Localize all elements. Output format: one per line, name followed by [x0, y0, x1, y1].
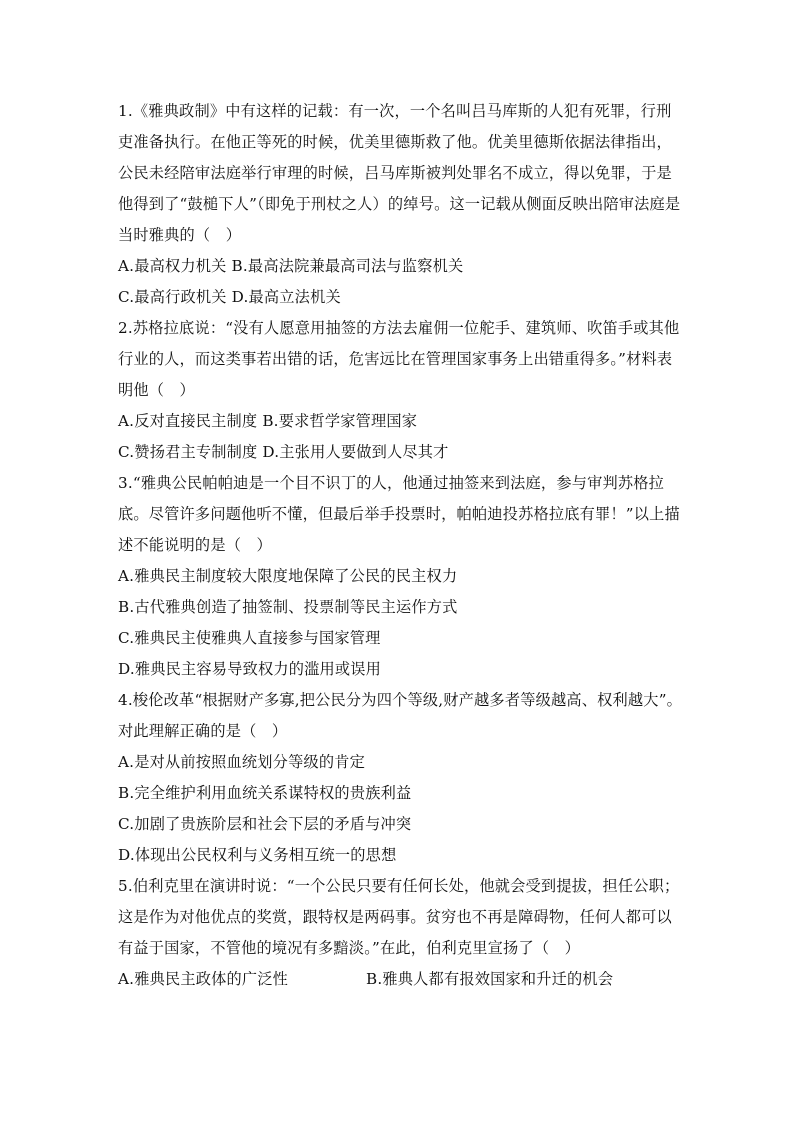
question-4-option-a: A.是对从前按照血统划分等级的肯定 [118, 753, 366, 771]
question-1-options-cd: C.最高行政机关 D.最高立法机关 [118, 288, 341, 306]
question-5-option-row [118, 964, 683, 995]
question-3-option-c: C.雅典民主使雅典人直接参与国家管理 [118, 629, 381, 647]
question-5-option-b: B.雅典人都有报效国家和升迁的机会 [366, 970, 614, 988]
question-3-stem: 3.“雅典公民帕帕迪是一个目不识丁的人，他通过抽签来到法庭，参与审判苏格拉底。尽管许多问题他听不懂，但最后举手投票时，帕帕迪投苏格拉底有罪！”以上描述不能说明的是（ ） [118, 474, 680, 554]
question-2-options-cd: C.赞扬君主专制制度 D.主张用人要做到人尽其才 [118, 443, 449, 461]
question-2-options-ab: A.反对直接民主制度 B.要求哲学家管理国家 [118, 412, 418, 430]
question-3-option-b: B.古代雅典创造了抽签制、投票制等民主运作方式 [118, 598, 458, 616]
question-3-option-a: A.雅典民主制度较大限度地保障了公民的民主权力 [118, 567, 458, 585]
question-2-stem: 2.苏格拉底说：“没有人愿意用抽签的方法去雇佣一位舵手、建筑师、吹笛手或其他行业的人，而这类事若出错的话，危害远比在管理国家事务上出错重得多。”材料表明他（ ） [118, 319, 680, 399]
question-3-option-d: D.雅典民主容易导致权力的滥用或误用 [118, 660, 382, 678]
question-4-option-b: B.完全维护利用血统关系谋特权的贵族利益 [118, 784, 412, 802]
question-list [118, 96, 683, 995]
question-4-option-d: D.体现出公民权利与义务相互统一的思想 [118, 846, 397, 864]
question-1-options-ab: A.最高权力机关 B.最高法院兼最高司法与监察机关 [118, 257, 464, 275]
question-1-stem: 1.《雅典政制》中有这样的记载：有一次，一个名叫吕马库斯的人犯有死罪，行刑吏准备执行。在他正等死的时候，优美里德斯救了他。优美里德斯依据法律指出，公民未经陪审法庭举行审理的时候，吕马库斯被判处罪名不成立，得以免罪，于是他得到了“鼓槌下人”（即免于刑杖之人）的绰号。这一记载从侧面反映出陪审法庭是当时雅典的（ ） [118, 102, 681, 244]
question-5-stem: 5.伯利克里在演讲时说：“一个公民只要有任何长处，他就会受到提拔，担任公职；这是作为对他优点的奖赏，跟特权是两码事。贫穷也不再是障碍物，任何人都可以有益于国家，不管他的境况有多黯淡。”在此，伯利克里宣扬了（ ） [118, 877, 680, 957]
question-5-option-a: A.雅典民主政体的广泛性 [118, 970, 289, 988]
question-4-stem: 4.梭伦改革“根据财产多寡,把公民分为四个等级,财产越多者等级越高、权利越大”。对此理解正确的是（ ） [118, 691, 683, 740]
question-4-option-c: C.加剧了贵族阶层和社会下层的矛盾与冲突 [118, 815, 412, 833]
